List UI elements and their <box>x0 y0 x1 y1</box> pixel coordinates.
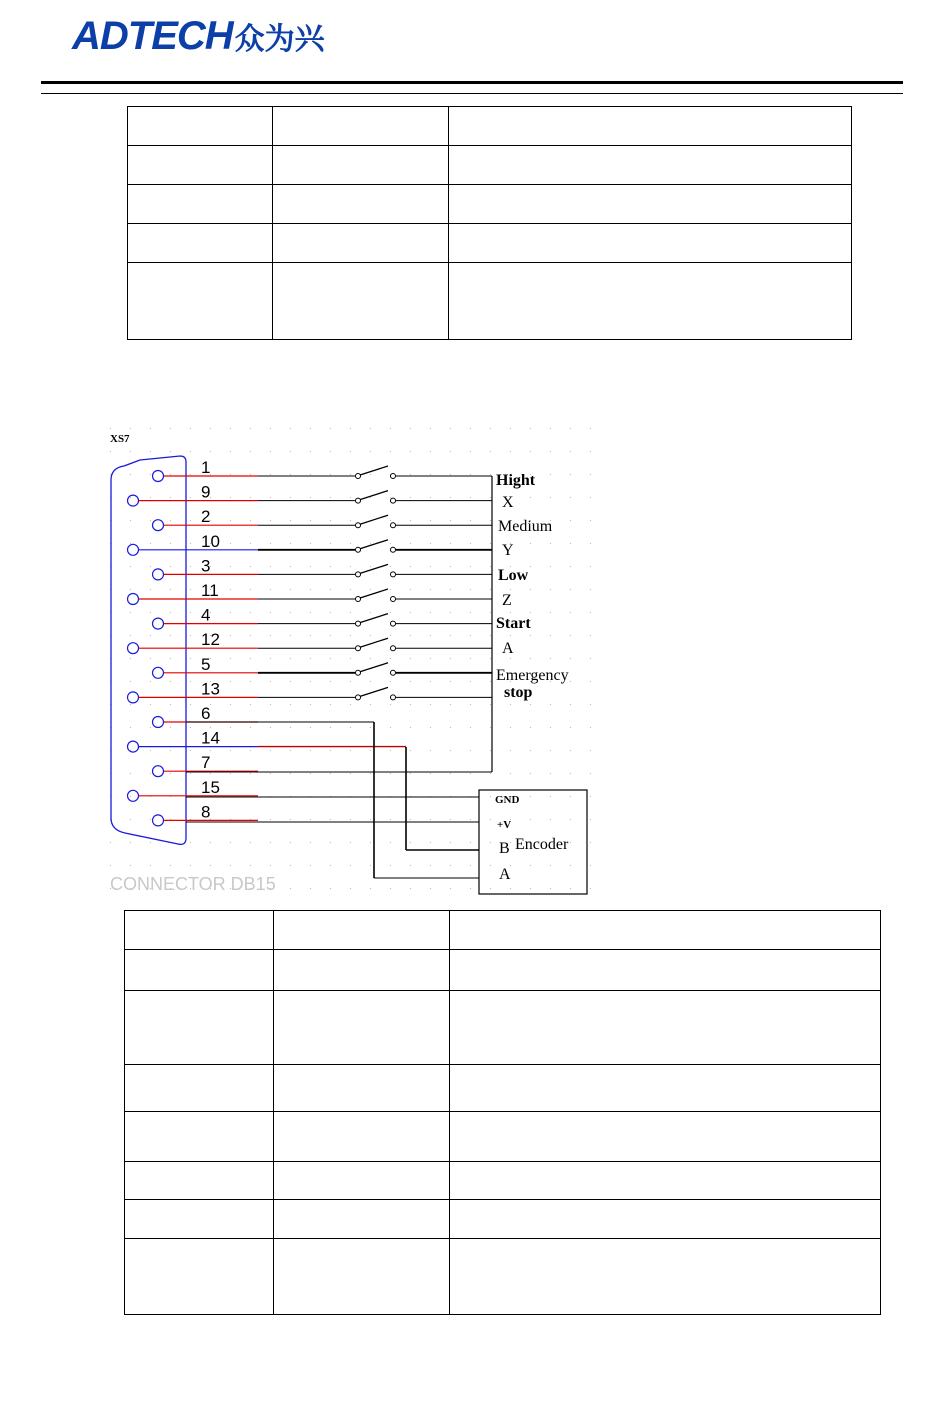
pin-number-3: 3 <box>201 556 211 576</box>
switch-contact-left-11 <box>356 597 361 602</box>
pin-hole-10 <box>128 544 139 555</box>
table-row <box>125 991 881 1065</box>
switch-blade-12 <box>360 638 388 647</box>
switch-contact-right-4 <box>391 621 396 626</box>
pin-hole-13 <box>128 692 139 703</box>
pin-number-5: 5 <box>201 654 211 674</box>
pin-hole-5 <box>153 667 164 678</box>
switch-contact-right-5 <box>391 670 396 675</box>
pin-hole-11 <box>128 594 139 605</box>
switch-contact-left-13 <box>356 695 361 700</box>
encoder-terminal-b: B <box>499 840 510 857</box>
switch-blade-5 <box>360 663 388 672</box>
pin-number-8: 8 <box>201 802 211 822</box>
encoder-terminal-v: +V <box>497 819 512 831</box>
table-row <box>125 1200 881 1239</box>
encoder-title: Encoder <box>515 836 569 853</box>
pin-number-6: 6 <box>201 704 211 723</box>
pin-hole-14 <box>128 741 139 752</box>
pin-number-1: 1 <box>201 458 211 477</box>
switch-blade-13 <box>360 687 388 696</box>
label-z: Z <box>502 592 512 609</box>
switch-blade-10 <box>360 540 388 549</box>
switch-contact-right-12 <box>391 646 396 651</box>
brand-name: ADTECH <box>72 14 233 58</box>
switch-contact-right-13 <box>391 695 396 700</box>
switch-contact-left-2 <box>356 523 361 528</box>
pin-hole-15 <box>128 790 139 801</box>
table-row <box>125 1239 881 1315</box>
label-a: A <box>502 640 514 657</box>
pin-number-13: 13 <box>201 679 220 699</box>
label-medium: Medium <box>498 518 553 535</box>
switch-contact-right-10 <box>391 547 396 552</box>
label-stop: stop <box>504 684 533 701</box>
switch-contact-left-5 <box>356 670 361 675</box>
pin-number-7: 7 <box>201 753 211 773</box>
switch-contact-right-3 <box>391 572 396 577</box>
pin-table-bottom <box>124 910 881 1315</box>
pin-number-9: 9 <box>201 482 211 502</box>
table-row <box>125 911 881 950</box>
switch-contact-left-1 <box>356 474 361 479</box>
switch-blade-11 <box>360 589 388 598</box>
pin-hole-3 <box>153 569 164 580</box>
switch-contact-right-2 <box>391 523 396 528</box>
pin-number-12: 12 <box>201 630 220 650</box>
pin-number-4: 4 <box>201 605 211 625</box>
pin-number-15: 15 <box>201 777 220 797</box>
pin-hole-4 <box>153 618 164 629</box>
pin-hole-7 <box>153 766 164 777</box>
switch-blade-2 <box>360 515 388 524</box>
table-row <box>125 1162 881 1200</box>
label-x: X <box>502 494 514 511</box>
brand-name-cn: 众为兴 <box>234 22 325 57</box>
pin-number-10: 10 <box>201 531 220 551</box>
wires <box>139 476 492 820</box>
switch-contact-right-9 <box>391 498 396 503</box>
db15-connector-shell <box>111 456 186 844</box>
label-y: Y <box>502 542 514 559</box>
switch-blade-1 <box>360 466 388 475</box>
switch-contact-left-4 <box>356 621 361 626</box>
pin-hole-12 <box>128 643 139 654</box>
label-hight: Hight <box>496 472 536 489</box>
encoder-terminal-gnd: GND <box>495 794 520 806</box>
switch-contact-right-1 <box>391 474 396 479</box>
label-emergency: Emergency <box>496 667 569 684</box>
table-row <box>125 1112 881 1162</box>
switch-contact-left-9 <box>356 498 361 503</box>
pin-hole-9 <box>128 495 139 506</box>
switch-contact-left-12 <box>356 646 361 651</box>
switch-contact-left-10 <box>356 547 361 552</box>
pin-hole-6 <box>153 717 164 728</box>
pin-hole-8 <box>153 815 164 826</box>
table-row <box>125 950 881 991</box>
pin-number-14: 14 <box>201 728 220 748</box>
switches <box>356 466 396 700</box>
pin-number-11: 11 <box>201 581 219 600</box>
switch-contact-left-3 <box>356 572 361 577</box>
label-start: Start <box>496 615 531 632</box>
pin-number-2: 2 <box>201 507 211 527</box>
connector-id-label: XS7 <box>110 433 130 445</box>
pin-hole-2 <box>153 520 164 531</box>
switch-blade-3 <box>360 564 388 573</box>
label-low: Low <box>498 567 529 584</box>
table-row <box>125 1065 881 1112</box>
connector-type-label: CONNECTOR DB15 <box>110 874 276 894</box>
switch-blade-9 <box>360 491 388 500</box>
encoder-terminal-a: A <box>499 866 511 883</box>
pin-hole-1 <box>153 471 164 482</box>
switch-contact-right-11 <box>391 597 396 602</box>
switch-blade-4 <box>360 614 388 623</box>
